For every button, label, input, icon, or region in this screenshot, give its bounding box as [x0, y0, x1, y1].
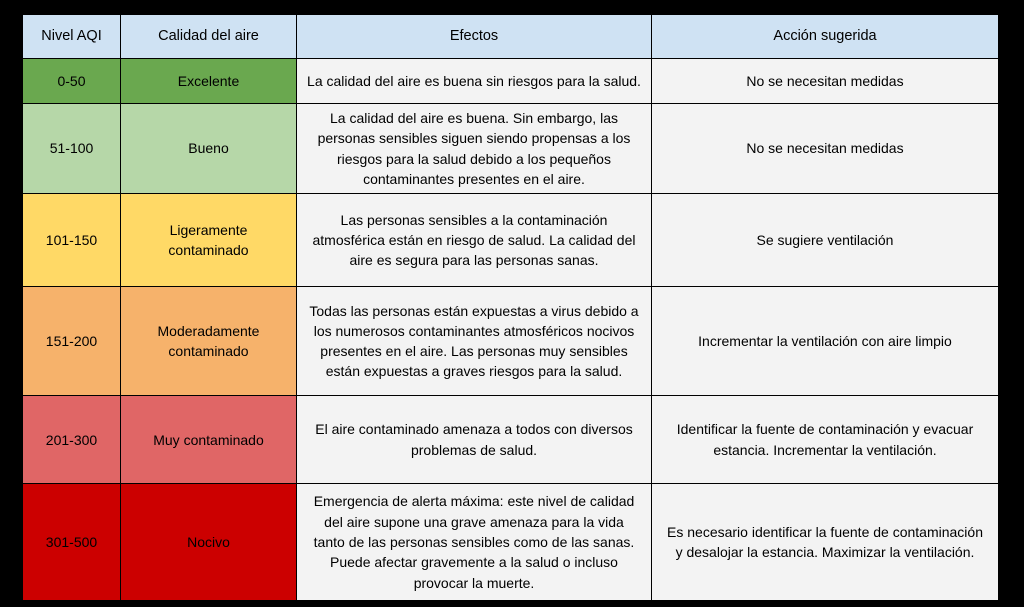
- table-row: [23, 484, 999, 601]
- header-cell-efectos: Efectos: [297, 15, 652, 59]
- effects-cell: Las personas sensibles a la contaminación atmosférica están en riesgo de salud. La calidad del aire es segura para las personas sanas.: [297, 194, 652, 287]
- aqi-level-cell: 301-500: [23, 484, 121, 601]
- action-cell: No se necesitan medidas: [652, 104, 999, 194]
- air-quality-cell: Bueno: [121, 104, 297, 194]
- table-row: [23, 194, 999, 287]
- effects-cell: Todas las personas están expuestas a virus debido a los numerosos contaminantes atmosféricos nocivos presentes en el aire. Las personas muy sensibles están expuestas a graves riesgos para la salud.: [297, 287, 652, 396]
- effects-cell: La calidad del aire es buena. Sin embargo, las personas sensibles siguen siendo propensas a los riesgos para la salud debido a los pequeños contaminantes presentes en el aire.: [297, 104, 652, 194]
- air-quality-cell: Nocivo: [121, 484, 297, 601]
- air-quality-cell: Excelente: [121, 59, 297, 104]
- effects-cell: El aire contaminado amenaza a todos con diversos problemas de salud.: [297, 396, 652, 484]
- effects-cell: Emergencia de alerta máxima: este nivel de calidad del aire supone una grave amenaza para la vida tanto de las personas sensibles como de las sanas. Puede afectar gravemente a la salud o incluso provocar la muerte.: [297, 484, 652, 601]
- table-row: [23, 59, 999, 104]
- action-cell: Identificar la fuente de contaminación y evacuar estancia. Incrementar la ventilación.: [652, 396, 999, 484]
- aqi-level-cell: 151-200: [23, 287, 121, 396]
- air-quality-cell: Moderadamente contaminado: [121, 287, 297, 396]
- header-cell-nivel-aqi: Nivel AQI: [23, 15, 121, 59]
- table-row: [23, 104, 999, 194]
- action-cell: Se sugiere ventilación: [652, 194, 999, 287]
- action-cell: Incrementar la ventilación con aire limpio: [652, 287, 999, 396]
- action-cell: Es necesario identificar la fuente de contaminación y desalojar la estancia. Maximizar la ventilación.: [652, 484, 999, 601]
- air-quality-cell: Muy contaminado: [121, 396, 297, 484]
- aqi-level-cell: 51-100: [23, 104, 121, 194]
- aqi-table: [22, 14, 999, 601]
- effects-cell: La calidad del aire es buena sin riesgos para la salud.: [297, 59, 652, 104]
- aqi-level-cell: 201-300: [23, 396, 121, 484]
- aqi-level-cell: 0-50: [23, 59, 121, 104]
- header-cell-accion-sugerida: Acción sugerida: [652, 15, 999, 59]
- table-row: [23, 287, 999, 396]
- air-quality-cell: Ligeramente contaminado: [121, 194, 297, 287]
- action-cell: No se necesitan medidas: [652, 59, 999, 104]
- header-cell-calidad-del-aire: Calidad del aire: [121, 15, 297, 59]
- table-row: [23, 396, 999, 484]
- aqi-level-cell: 101-150: [23, 194, 121, 287]
- table-header-row: [23, 15, 999, 59]
